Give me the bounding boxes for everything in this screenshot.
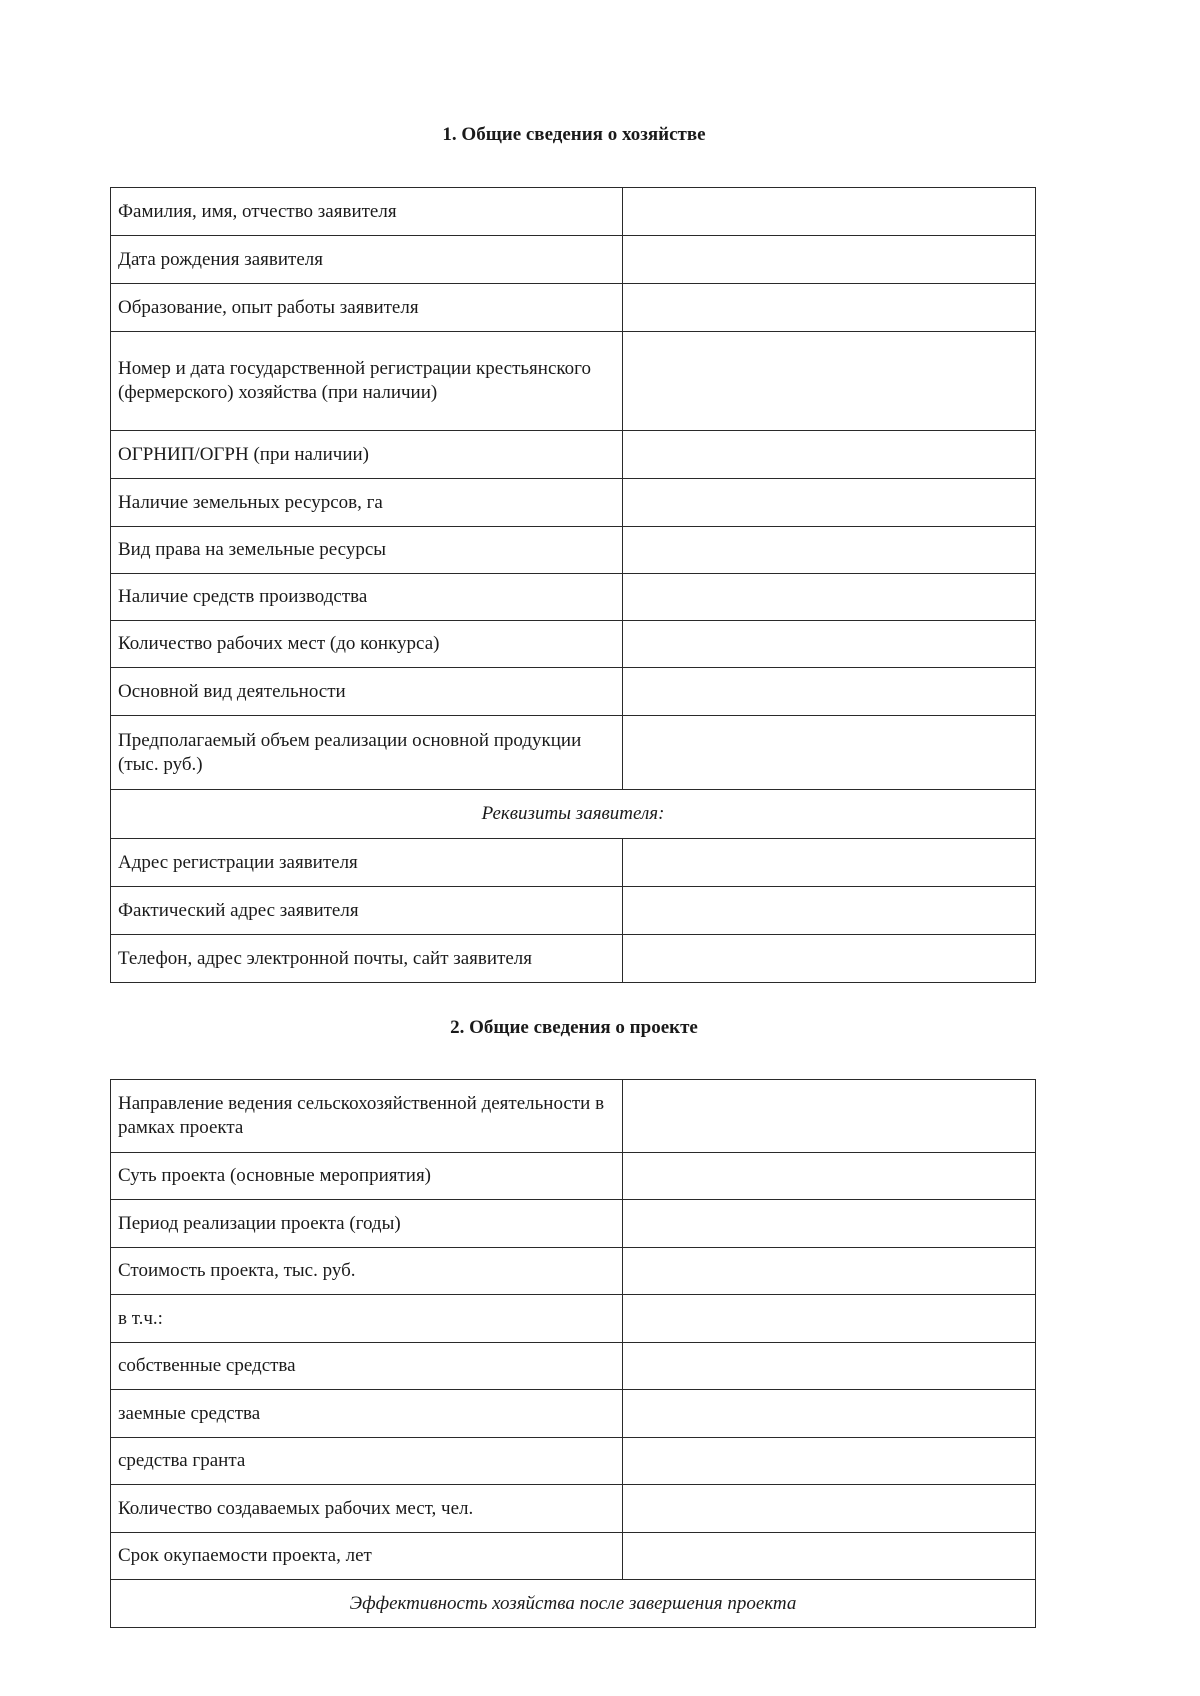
row-label: Адрес регистрации заявителя xyxy=(111,839,623,887)
row-label: Суть проекта (основные мероприятия) xyxy=(111,1153,623,1200)
table-row xyxy=(111,1485,1036,1533)
row-label: Номер и дата государственной регистрации крестьянского (фермерского) хозяйства (при наличии) xyxy=(111,332,623,431)
table-row xyxy=(111,790,1036,839)
table-row xyxy=(111,1390,1036,1438)
value-cell[interactable] xyxy=(623,621,1036,668)
row-label: Количество рабочих мест (до конкурса) xyxy=(111,621,623,668)
value-cell[interactable] xyxy=(623,1200,1036,1248)
value-cell[interactable] xyxy=(623,284,1036,332)
value-cell[interactable] xyxy=(623,1080,1036,1153)
value-cell[interactable] xyxy=(623,479,1036,527)
row-label: собственные средства xyxy=(111,1343,623,1390)
row-label: Телефон, адрес электронной почты, сайт заявителя xyxy=(111,935,623,983)
value-cell[interactable] xyxy=(623,236,1036,284)
value-cell[interactable] xyxy=(623,1485,1036,1533)
value-cell[interactable] xyxy=(623,935,1036,983)
table-row xyxy=(111,236,1036,284)
value-cell[interactable] xyxy=(623,887,1036,935)
table-row xyxy=(111,1343,1036,1390)
row-label: Наличие средств производства xyxy=(111,574,623,621)
value-cell[interactable] xyxy=(623,1295,1036,1343)
row-label: ОГРНИП/ОГРН (при наличии) xyxy=(111,431,623,479)
table-row xyxy=(111,716,1036,790)
table-row xyxy=(111,284,1036,332)
row-label: Основной вид деятельности xyxy=(111,668,623,716)
section-1-title: 1. Общие сведения о хозяйстве xyxy=(442,124,706,145)
value-cell[interactable] xyxy=(623,1533,1036,1580)
table-row xyxy=(111,527,1036,574)
value-cell[interactable] xyxy=(623,527,1036,574)
row-label: Период реализации проекта (годы) xyxy=(111,1200,623,1248)
row-label: Количество создаваемых рабочих мест, чел. xyxy=(111,1485,623,1533)
value-cell[interactable] xyxy=(623,1248,1036,1295)
value-cell[interactable] xyxy=(623,574,1036,621)
row-label: заемные средства xyxy=(111,1390,623,1438)
table-row xyxy=(111,574,1036,621)
value-cell[interactable] xyxy=(623,1153,1036,1200)
value-cell[interactable] xyxy=(623,188,1036,236)
table-row xyxy=(111,332,1036,431)
section-2-title: 2. Общие сведения о проекте xyxy=(450,1017,698,1038)
value-cell[interactable] xyxy=(623,668,1036,716)
table-row xyxy=(111,1248,1036,1295)
table-row xyxy=(111,188,1036,236)
requisites-header: Реквизиты заявителя: xyxy=(111,790,1036,839)
row-label: в т.ч.: xyxy=(111,1295,623,1343)
table-row xyxy=(111,621,1036,668)
project-info-table xyxy=(110,1079,1036,1628)
table-row xyxy=(111,1153,1036,1200)
table-row xyxy=(111,1080,1036,1153)
table-row xyxy=(111,1438,1036,1485)
efficiency-header: Эффективность хозяйства после завершения проекта xyxy=(111,1580,1036,1628)
table-row xyxy=(111,1580,1036,1628)
value-cell[interactable] xyxy=(623,332,1036,431)
row-label: Направление ведения сельскохозяйственной деятельности в рамках проекта xyxy=(111,1080,623,1153)
row-label: Предполагаемый объем реализации основной продукции (тыс. руб.) xyxy=(111,716,623,790)
row-label: Образование, опыт работы заявителя xyxy=(111,284,623,332)
value-cell[interactable] xyxy=(623,431,1036,479)
value-cell[interactable] xyxy=(623,716,1036,790)
table-row xyxy=(111,668,1036,716)
table-row xyxy=(111,839,1036,887)
value-cell[interactable] xyxy=(623,1343,1036,1390)
table-row xyxy=(111,1200,1036,1248)
row-label: средства гранта xyxy=(111,1438,623,1485)
row-label: Наличие земельных ресурсов, га xyxy=(111,479,623,527)
table-row xyxy=(111,479,1036,527)
farm-info-table xyxy=(110,187,1036,983)
row-label: Срок окупаемости проекта, лет xyxy=(111,1533,623,1580)
value-cell[interactable] xyxy=(623,1438,1036,1485)
table-row xyxy=(111,1533,1036,1580)
table-row xyxy=(111,935,1036,983)
row-label: Фамилия, имя, отчество заявителя xyxy=(111,188,623,236)
row-label: Дата рождения заявителя xyxy=(111,236,623,284)
table-row xyxy=(111,431,1036,479)
row-label: Стоимость проекта, тыс. руб. xyxy=(111,1248,623,1295)
table-row xyxy=(111,887,1036,935)
table-row xyxy=(111,1295,1036,1343)
row-label: Вид права на земельные ресурсы xyxy=(111,527,623,574)
row-label: Фактический адрес заявителя xyxy=(111,887,623,935)
value-cell[interactable] xyxy=(623,1390,1036,1438)
value-cell[interactable] xyxy=(623,839,1036,887)
